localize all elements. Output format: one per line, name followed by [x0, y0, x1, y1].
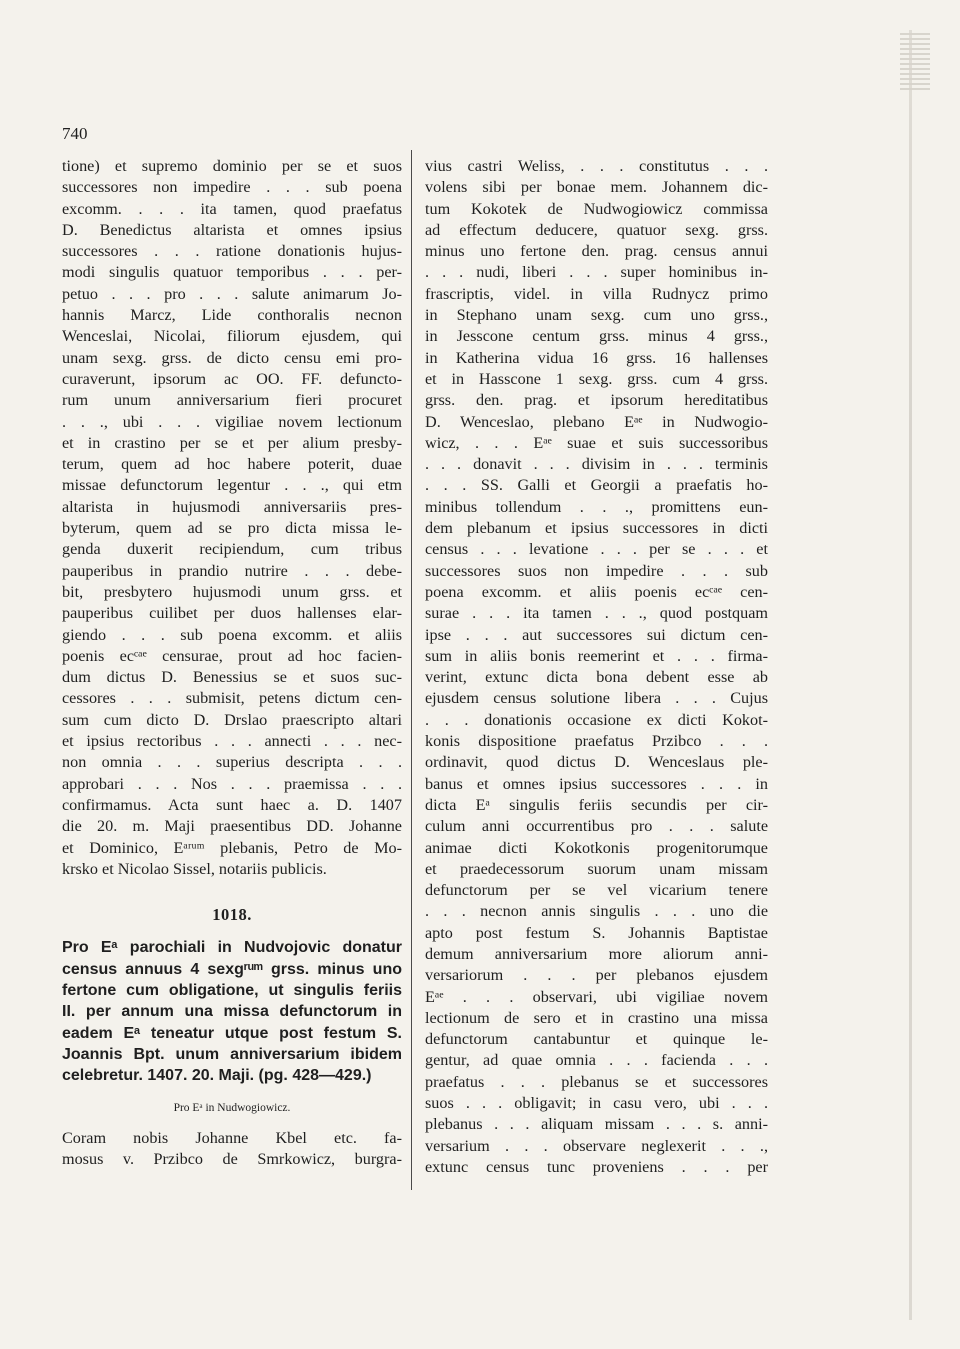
document-heading [62, 937, 402, 1086]
text-line: Pro Eᵃ parochiali in Nudvojovic donatur [62, 939, 402, 957]
text-line: banus et omnes ipsius successores . . . in [425, 774, 768, 793]
text-line: Joannis Bpt. unum anniversarium ibidem [62, 1045, 402, 1063]
text-line: et in Hasscone 1 sexg. grss. cum 4 grss. [425, 369, 768, 388]
text-line: praefatus . . . plebanus se et successores [425, 1072, 768, 1091]
text-line: verint, extunc dicta bona debent esse ab [425, 668, 768, 687]
text-line: suos . . . obligavit; in casu vero, ubi . . . [425, 1094, 768, 1113]
text-line: poena excomm. et aliis poenis ecᶜᵃᵉ cen- [425, 582, 768, 601]
text-line: volens sibi per bonae mem. Johannem dic- [425, 178, 768, 197]
text-line: extunc census tunc proveniens . . . per [425, 1157, 768, 1176]
text-line: versarium . . . observare neglexerit . . ., [425, 1136, 768, 1155]
page-number: 740 [62, 124, 88, 143]
text-line: . . . SS. Galli et Georgii a praefatis ho- [425, 476, 768, 495]
document-caption: Pro Eᵃ in Nudwogiowicz. [173, 1102, 291, 1115]
document-number: 1018. [212, 905, 252, 925]
text-line: excomm. . . . ita tamen, quod praefatus [62, 199, 402, 218]
text-line: defunctorum per se vel vicarium tenere [425, 881, 768, 900]
text-line: altarista in hujusmodi anniversariis pres- [62, 497, 402, 516]
text-line: D. Wenceslao, plebano Eᵃᵉ in Nudwogio- [425, 412, 768, 431]
text-line: ipse . . . aut successores sui dictum cen- [425, 625, 768, 644]
text-line: rum unum anniversarium fieri procuret [62, 391, 402, 410]
text-line: demum anniversarium more aliorum anni- [425, 944, 768, 963]
text-line: surae . . . ita tamen . . ., quod postquam [425, 604, 768, 623]
scan-artifact [900, 30, 930, 90]
text-line: defunctorum cantabuntur et quinque le- [425, 1030, 768, 1049]
text-line: pauperibus in prandio nutrire . . . debe- [62, 561, 402, 580]
text-line: . . . nudi, liberi . . . super hominibus in- [425, 263, 768, 282]
right-column [425, 156, 768, 1178]
text-line: dum dictus D. Benessius se et suos suc- [62, 668, 402, 687]
text-line: et Dominico, Eᵃʳᵘᵐ plebanis, Petro de Mo- [62, 838, 402, 857]
text-line: hannis Marcz, Lide conthoralis necnon [62, 306, 402, 325]
text-line: non omnia . . . superius descripta . . . [62, 753, 402, 772]
text-line: . . . donationis occasione ex dicti Kokot- [425, 710, 768, 729]
text-line: confirmamus. Acta sunt haec a. D. 1407 [62, 795, 402, 814]
text-line: bit, presbytero hujusmodi unum grss. et [62, 582, 402, 601]
text-line: II. per annum una missa defunctorum in [62, 1003, 402, 1021]
text-line: sum cum dicto D. Drslao praescripto altari [62, 710, 402, 729]
text-line: ordinavit, quod dictus D. Wenceslaus ple- [425, 753, 768, 772]
text-line: animae dicti Kokotkonis progenitorumque [425, 838, 768, 857]
column-divider [411, 150, 412, 1190]
text-line: census annuus 4 sexgʳᵘᵐ grss. minus uno [62, 960, 402, 978]
text-line: byterum, quem ad se pro dicta missa le- [62, 519, 402, 538]
text-line: dicta Eᵃ singulis feriis secundis per cir- [425, 795, 768, 814]
text-line: ad effectum deducere, quatuor sexg. grss. [425, 220, 768, 239]
text-line: in Jesscone centum grss. minus 4 grss., [425, 327, 768, 346]
text-line: krsko et Nicolao Sissel, notariis publicis. [62, 859, 327, 878]
text-line: unam sexg. grss. de dicto censu emi pro- [62, 348, 402, 367]
text-line: die 20. m. Maji praesentibus DD. Johanne [62, 817, 402, 836]
text-line: Wenceslai, Nicolai, filiorum ejusdem, qui [62, 327, 402, 346]
text-line: ejusdem census solutione libera . . . Cujus [425, 689, 768, 708]
text-line: tum Kokotek de Nudwogiowicz commissa [425, 199, 768, 218]
text-line: approbari . . . Nos . . . praemissa . . . [62, 774, 402, 793]
text-line: versariorum . . . per plebanos ejusdem [425, 966, 768, 985]
text-line: mosus v. Przibco de Smrkowicz, burgra- [62, 1150, 402, 1169]
text-line: celebretur. 1407. 20. Maji. (pg. 428—429.) [62, 1067, 372, 1085]
text-line: petuo . . . pro . . . salute animarum Jo- [62, 284, 402, 303]
text-line: et praedecessorum suorum unam missam [425, 859, 768, 878]
text-line: in Stephano unam sexg. cum uno grss., [425, 306, 768, 325]
text-line: sum in aliis bonis reemerint et . . . firma- [425, 646, 768, 665]
text-line: konis dispositione praefatus Przibco . . . [425, 732, 768, 751]
text-line: cessores . . . submisit, petens dictum cen- [62, 689, 402, 708]
text-line: eadem Eᵃ teneatur utque post festum S. [62, 1024, 402, 1042]
text-line: missae defunctorum legentur . . ., qui etm [62, 476, 402, 495]
text-line: dem plebanum et ipsius successores in dicti [425, 519, 768, 538]
text-line: fertone cum obligatione, ut singulis feriis [62, 981, 402, 999]
text-line: grss. den. prag. et ipsorum hereditatibus [425, 391, 768, 410]
text-line: . . . necnon annis singulis . . . uno die [425, 902, 768, 921]
text-line: . . . donavit . . . divisim in . . . terminis [425, 455, 768, 474]
right-text-block [425, 156, 768, 1178]
text-line: modi singulis quatuor temporibus . . . per- [62, 263, 402, 282]
text-line: minibus tollendum . . ., promittens eun- [425, 497, 768, 516]
text-line: gentur, ad quae omnia . . . facienda . . . [425, 1051, 768, 1070]
text-line: et ipsius rectoribus . . . annecti . . . nec- [62, 732, 402, 751]
text-line: successores suos non impedire . . . sub [425, 561, 768, 580]
left-text-block [62, 156, 402, 880]
text-line: giendo . . . sub poena excomm. et aliis [62, 625, 402, 644]
text-line: lectionum de sero et in crastino una missa [425, 1008, 768, 1027]
text-line: frascriptis, videl. in villa Rudnycz primo [425, 284, 768, 303]
text-line: et in crastino per se et per alium presby- [62, 433, 402, 452]
text-line: culum anni occurrentibus pro . . . salute [425, 817, 768, 836]
text-line: census . . . levatione . . . per se . . . et [425, 540, 768, 559]
text-line: curaverunt, ipsorum ac OO. FF. defuncto- [62, 369, 402, 388]
text-line: poenis ecᶜᵃᵉ censurae, prout ad hoc facien- [62, 646, 402, 665]
text-line: genda duxerit recipiendum, cum tribus [62, 540, 402, 559]
text-line: terum, quem ad hoc habere poterit, duae [62, 455, 402, 474]
text-line: in Katherina vidua 16 grss. 16 hallenses [425, 348, 768, 367]
text-line: D. Benedictus altarista et omnes ipsius [62, 220, 402, 239]
text-line: wicz, . . . Eᵃᵉ suae et suis successoribus [425, 433, 768, 452]
text-line: vius castri Weliss, . . . constitutus . . . [425, 157, 768, 175]
text-line: minus uno fertone den. prag. census annui [425, 242, 768, 261]
text-line: Coram nobis Johanne Kbel etc. fa- [62, 1128, 402, 1147]
document-opening-text [62, 1128, 402, 1171]
text-line: apto post festum S. Johannis Baptistae [425, 923, 768, 942]
text-line: pauperibus cuilibet per duos hallenses elar- [62, 604, 402, 623]
text-line: plebanus . . . aliquam missam . . . s. anni- [425, 1115, 768, 1134]
text-line: successores non impedire . . . sub poena [62, 178, 402, 197]
text-line: tione) et supremo dominio per se et suos [62, 157, 402, 175]
text-line: Eᵃᵉ . . . observari, ubi vigiliae novem [425, 987, 768, 1006]
text-line: successores . . . ratione donationis hujus- [62, 242, 402, 261]
scan-edge [909, 30, 912, 1320]
text-line: . . ., ubi . . . vigiliae novem lectionum [62, 412, 402, 431]
left-column [62, 156, 402, 1170]
